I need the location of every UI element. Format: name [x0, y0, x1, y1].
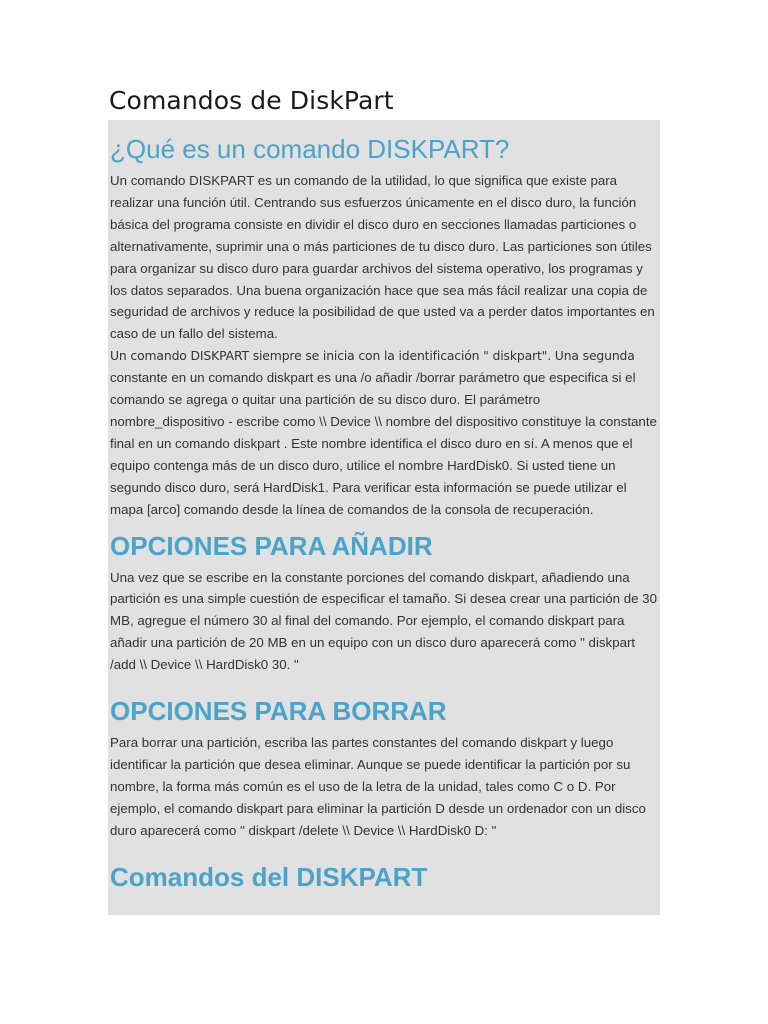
section-heading-add: OPCIONES PARA AÑADIR: [110, 530, 433, 561]
section-heading-delete: OPCIONES PARA BORRAR: [110, 696, 447, 727]
document-title: Comandos de DiskPart: [109, 86, 394, 115]
add-paragraph: Una vez que se escribe en la constante porciones del comando diskpart, añadiendo una partición es una simple cuestión de especificar el tamaño. Si desea crear una partición de 30 MB, agregue el número 30 al final del comando. Por ejemplo, el comando diskpart para añadir una partición de 20 MB en un equipo con un disco duro aparecerá como " diskpart /add \\ Device \\ HardDisk0 30. ": [110, 569, 657, 673]
section-heading-what-is: ¿Qué es un comando DISKPART?: [110, 134, 510, 164]
content-panel: [108, 120, 660, 915]
intro-paragraph-2: constante en un comando diskpart es una /o añadir /borrar parámetro que especifica si el comando se agrega o quitar una partición de su disco duro. El parámetro nombre_dispositivo - escribe como \\ Device \\ nombre del dispositivo constituye la constante final en un comando diskpart . Este nombre identifica el disco duro en sí. A menos que el equipo contenga más de un disco duro, utilice el nombre HardDisk0. Si usted tiene un segundo disco duro, será HardDisk1. Para verificar esta información se puede utilizar el mapa [arco] comando desde la línea de comandos de la consola de recuperación.: [110, 370, 657, 517]
intro-paragraph-1: Un comando DISKPART es un comando de la utilidad, lo que significa que existe para realizar una función útil. Centrando sus esfuerzos únicamente en el disco duro, la función básica del programa consiste en dividir el disco duro en secciones llamadas particiones o alternativamente, suprimir una o más particiones de tu disco duro. Las particiones son útiles para organizar su disco duro para guardar archivos del sistema operativo, los programas y los datos separados. Una buena organización hace que sea más fácil realizar una copia de seguridad de archivos y reduce la posibilidad de que usted va a perder datos importantes en caso de un fallo del sistema.: [110, 173, 655, 342]
section-heading-commands: Comandos del DISKPART: [110, 861, 428, 892]
delete-paragraph: Para borrar una partición, escriba las partes constantes del comando diskpart y luego identificar la partición que desea eliminar. Aunque se puede identificar la partición por su nombre, la forma más común es el uso de la letra de la unidad, tales como C o D. Por ejemplo, el comando diskpart para eliminar la partición D desde un ordenador con un disco duro aparecerá como " diskpart /delete \\ Device \\ HardDisk0 D: ": [110, 735, 646, 838]
intro-paragraph-2-lead: Un comando DISKPART siempre se inicia con la identificación " diskpart". Una segunda: [110, 348, 635, 364]
